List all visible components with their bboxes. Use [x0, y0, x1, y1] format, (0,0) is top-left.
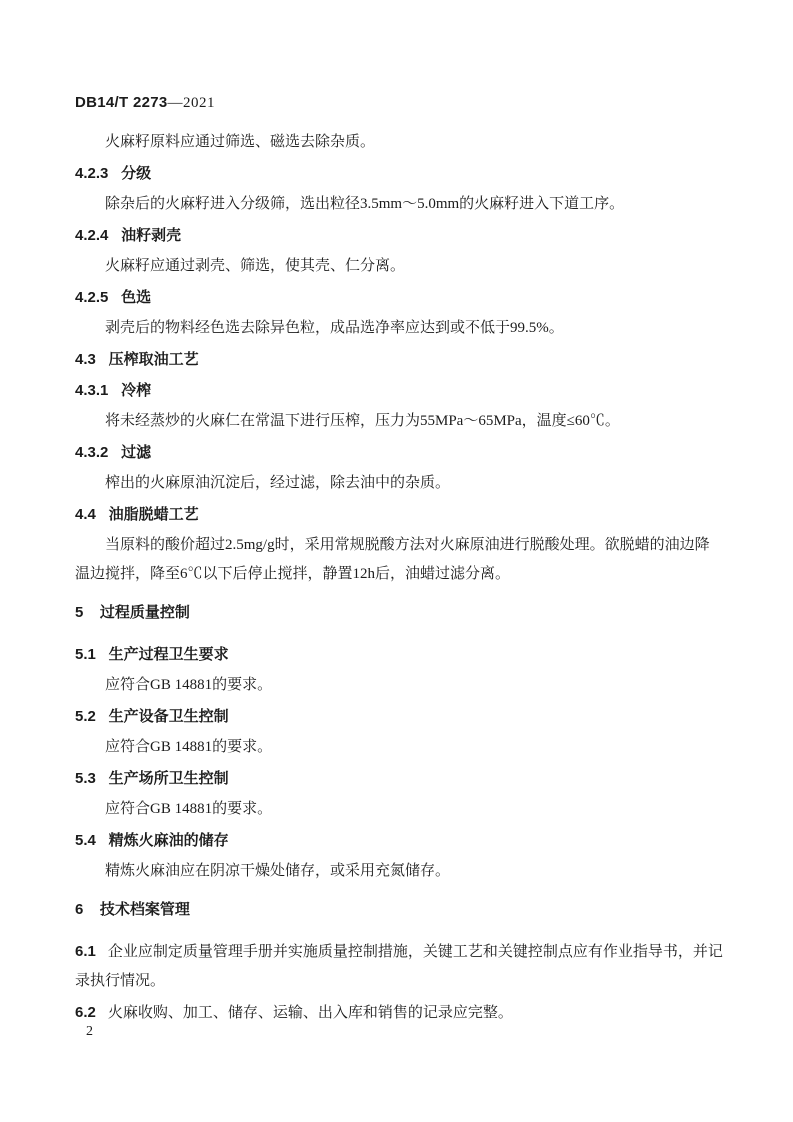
chapter-heading-5 — [75, 598, 723, 627]
document-body — [75, 128, 723, 1028]
heading-title: 色选 — [121, 289, 152, 306]
heading-4-3-1 — [75, 376, 723, 405]
standard-year: —2021 — [167, 95, 216, 111]
heading-4-2-4 — [75, 221, 723, 250]
clause-text: 企业应制定质量管理手册并实施质量控制措施，关键工艺和关键控制点应有作业指导书，并记录执行情况。 — [75, 944, 723, 989]
heading-4-4 — [75, 500, 723, 529]
heading-title: 压榨取油工艺 — [108, 351, 199, 368]
paragraph: 当原料的酸价超过2.5mg/g时，采用常规脱酸方法对火麻原油进行脱酸处理。欲脱蜡的油边降温边搅拌，降至6℃以下后停止搅拌，静置12h后，油蜡过滤分离。 — [75, 537, 710, 582]
heading-number: 4.2.5 — [75, 289, 109, 306]
heading-title: 过滤 — [121, 444, 152, 461]
paragraph: 应符合GB 14881的要求。 — [105, 739, 273, 755]
heading-number: 5.3 — [75, 770, 96, 787]
page-number: 2 — [86, 1024, 93, 1039]
heading-title: 油脂脱蜡工艺 — [108, 506, 199, 523]
paragraph: 除杂后的火麻籽进入分级筛，选出粒径3.5mm～5.0mm的火麻籽进入下道工序。 — [105, 196, 625, 212]
heading-title: 生产过程卫生要求 — [108, 646, 229, 663]
heading-title: 生产设备卫生控制 — [108, 708, 229, 725]
clause-number: 6.2 — [75, 1004, 96, 1021]
heading-title: 过程质量控制 — [99, 604, 190, 621]
heading-5-2 — [75, 702, 723, 731]
standard-code: DB14/T 2273 — [75, 94, 168, 111]
heading-5-1 — [75, 640, 723, 669]
heading-number: 5.1 — [75, 646, 96, 663]
clause-text: 火麻收购、加工、储存、运输、出入库和销售的记录应完整。 — [107, 1005, 513, 1021]
paragraph: 榨出的火麻原油沉淀后，经过滤，除去油中的杂质。 — [105, 475, 451, 491]
document-code-header — [75, 93, 723, 113]
paragraph: 将未经蒸炒的火麻仁在常温下进行压榨，压力为55MPa～65MPa，温度≤60℃。 — [105, 413, 620, 429]
paragraph: 精炼火麻油应在阴凉干燥处储存，或采用充氮储存。 — [105, 863, 451, 879]
heading-title: 油籽剥壳 — [121, 227, 182, 244]
heading-number: 5.4 — [75, 832, 96, 849]
paragraph: 应符合GB 14881的要求。 — [105, 677, 273, 693]
paragraph: 剥壳后的物料经色选去除异色粒，成品选净率应达到或不低于99.5%。 — [105, 320, 564, 336]
heading-4-2-5 — [75, 283, 723, 312]
heading-number: 4.2.4 — [75, 227, 109, 244]
heading-title: 冷榨 — [121, 382, 152, 399]
heading-4-3-2 — [75, 438, 723, 467]
heading-title: 生产场所卫生控制 — [108, 770, 229, 787]
heading-5-3 — [75, 764, 723, 793]
heading-title: 分级 — [121, 165, 152, 182]
heading-number: 6 — [75, 901, 84, 918]
heading-4-3 — [75, 345, 723, 374]
chapter-heading-6 — [75, 895, 723, 924]
heading-number: 4.3.2 — [75, 444, 109, 461]
heading-4-2-3 — [75, 159, 723, 188]
heading-number: 4.3.1 — [75, 382, 109, 399]
heading-title: 精炼火麻油的储存 — [108, 832, 229, 849]
paragraph: 应符合GB 14881的要求。 — [105, 801, 273, 817]
heading-number: 5 — [75, 604, 84, 621]
heading-title: 技术档案管理 — [99, 901, 190, 918]
heading-number: 4.3 — [75, 351, 96, 368]
heading-number: 5.2 — [75, 708, 96, 725]
clause-6-1 — [75, 937, 723, 996]
paragraph: 火麻籽原料应通过筛选、磁选去除杂质。 — [105, 134, 376, 150]
heading-number: 4.2.3 — [75, 165, 109, 182]
heading-5-4 — [75, 826, 723, 855]
clause-6-2 — [75, 998, 723, 1028]
paragraph: 火麻籽应通过剥壳、筛选，使其壳、仁分离。 — [105, 258, 406, 274]
clause-number: 6.1 — [75, 943, 96, 960]
heading-number: 4.4 — [75, 506, 96, 523]
